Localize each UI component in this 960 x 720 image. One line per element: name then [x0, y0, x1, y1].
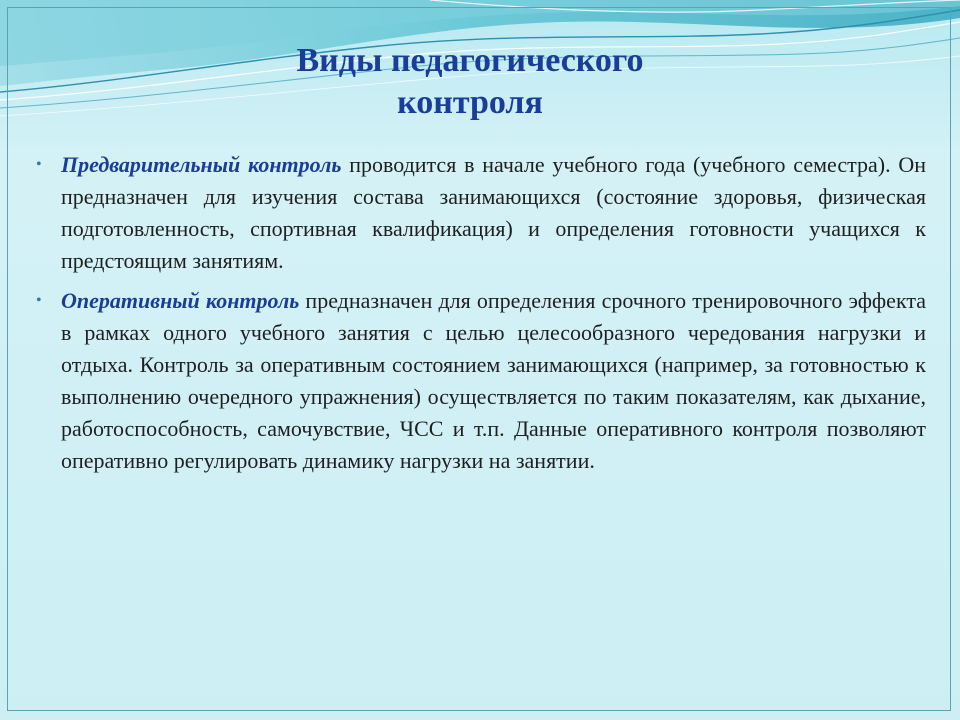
bullet-item-preliminary-control: [36, 149, 926, 277]
bullet-item-operational-control: [36, 285, 926, 477]
slide-title: [240, 40, 700, 124]
term-operational-control: Оперативный контроль: [61, 288, 300, 313]
title-line-2: контроля: [397, 84, 543, 121]
term-preliminary-control: Предварительный контроль: [61, 152, 342, 177]
bullet-icon: •: [36, 292, 42, 309]
title-line-1: Виды педагогического: [296, 42, 644, 79]
text-operational-control: предназначен для определения срочного тренировочного эффекта в рамках одного учебного занятия с целью целесообразного чередования нагрузки и отдыха. Контроль за оперативным состоянием занимающихся (например, за готовностью к выполнению очередного упражнения) осуществляется по таким показателям, как дыхание, работоспособность, самочувствие, ЧСС и т.п. Данные оперативного контроля позволяют оперативно регулировать динамику нагрузки на занятии.: [61, 288, 926, 473]
bullet-list: [36, 149, 926, 485]
bullet-icon: •: [36, 156, 42, 173]
text-preliminary-control: проводится в начале учебного года (учебного семестра). Он предназначен для изучения состава занимающихся (состояние здоровья, физическая подготовленность, спортивная квалификация) и определения готовности учащихся к предстоящим занятиям.: [61, 152, 926, 273]
